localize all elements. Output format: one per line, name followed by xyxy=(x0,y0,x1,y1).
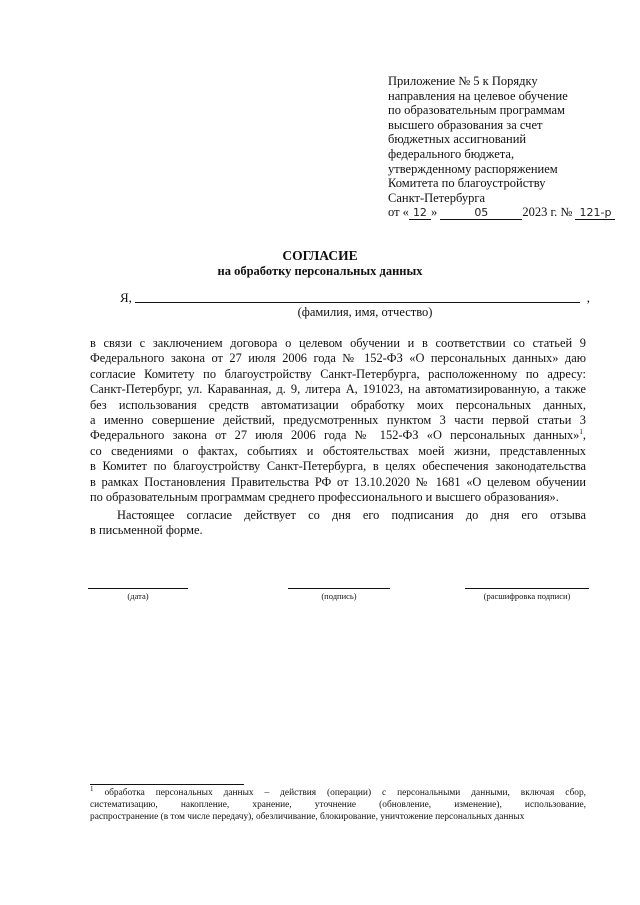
appendix-line: Комитета по благоустройству xyxy=(388,176,546,191)
body-line-with-footnote xyxy=(90,428,586,443)
body-line: Федерального закона от 27 июля 2006 года № 152-ФЗ «О персональных данных» даю xyxy=(90,351,586,366)
validity-line: в письменной форме. xyxy=(90,523,203,538)
footnote xyxy=(90,784,586,824)
body-line: Санкт-Петербург, ул. Караванная, д. 9, литера А, 191023, на автоматизированную, а также xyxy=(90,382,586,397)
body-line: в Комитет по благоустройству Санкт-Петербурга, в целях обеспечения законодательства xyxy=(90,459,586,474)
body-line: в рамках Постановления Правительства РФ от 13.10.2020 № 1681 «О целевом обучении xyxy=(90,474,586,489)
handwritten-month: 05 xyxy=(440,207,522,220)
signature-line[interactable] xyxy=(288,588,390,589)
footnote-mark: 1 xyxy=(90,784,94,793)
appendix-line: по образовательным программам xyxy=(388,103,565,118)
appendix-line: высшего образования за счет xyxy=(388,117,543,132)
document-subtitle: на обработку персональных данных xyxy=(217,264,423,278)
name-field-row xyxy=(120,290,590,306)
signature-caption: (подпись) xyxy=(321,591,357,601)
body-line: в связи с заключением договора о целевом обучении и в соответствии со статьей 9 xyxy=(90,336,586,350)
date-signature-line[interactable] xyxy=(88,588,188,589)
date-prefix: от « xyxy=(388,205,409,220)
appendix-line: направления на целевое обучение xyxy=(388,88,568,103)
ya-label: Я, xyxy=(120,290,132,305)
year-and-number-label: 2023 г. № xyxy=(522,205,573,220)
body-line: а именно совершение действий, предусмотренных пунктом 3 части первой статьи 3 xyxy=(90,413,586,428)
consent-body xyxy=(90,336,586,505)
handwritten-day: 12 xyxy=(409,207,431,220)
appendix-date-line xyxy=(388,205,628,220)
date-caption: (дата) xyxy=(127,591,149,601)
appendix-line: Приложение № 5 к Порядку xyxy=(388,74,538,88)
appendix-header xyxy=(388,74,628,220)
footnote-line: систематизацию, накопление, хранение, уточнение (обновление, изменение), использование, xyxy=(90,800,586,811)
document-title: СОГЛАСИЕ xyxy=(282,248,358,263)
footnote-reference: 1 xyxy=(579,428,583,437)
body-line: без использования средств автоматизации обработку моих персональных данных, xyxy=(90,397,586,412)
body-line: Федерального закона от 27 июля 2006 года № 152-ФЗ «О персональных данных» xyxy=(90,428,580,443)
footnote-separator xyxy=(90,784,244,785)
body-line: по образовательным программам среднего профессионального и высшего образования». xyxy=(90,490,559,505)
footnote-line: распространение (в том числе передачу), обезличивание, блокирование, уничтожение персональных данных xyxy=(90,812,525,823)
validity-paragraph xyxy=(90,508,586,539)
body-line: со сведениями о фактах, событиях и обстоятельствах моей жизни, представленных xyxy=(90,443,586,458)
body-line-tail: , xyxy=(582,428,586,443)
handwritten-number: 121-р xyxy=(575,207,615,220)
footnote-text: обработка персональных данных – действия (операции) с персональными данными, включая сбор, xyxy=(104,788,586,798)
validity-line: Настоящее согласие действует со дня его подписания до дня его отзыва xyxy=(117,508,586,522)
footnote-line xyxy=(90,784,586,799)
fio-caption: (фамилия, имя, отчество) xyxy=(297,305,433,319)
body-line: согласие Комитету по благоустройству Санкт-Петербурга, расположенному по адресу: xyxy=(90,366,586,381)
name-comma: , xyxy=(586,290,590,305)
appendix-line: бюджетных ассигнований xyxy=(388,132,527,147)
decoding-signature-line[interactable] xyxy=(465,588,589,589)
appendix-line: утвержденному распоряжением xyxy=(388,161,558,176)
date-close: » xyxy=(430,205,438,220)
appendix-line: Санкт-Петербурга xyxy=(388,190,486,205)
name-blank-line[interactable] xyxy=(135,302,580,303)
appendix-line: федерального бюджета, xyxy=(388,146,515,161)
decoding-caption: (расшифровка подписи) xyxy=(483,591,571,601)
